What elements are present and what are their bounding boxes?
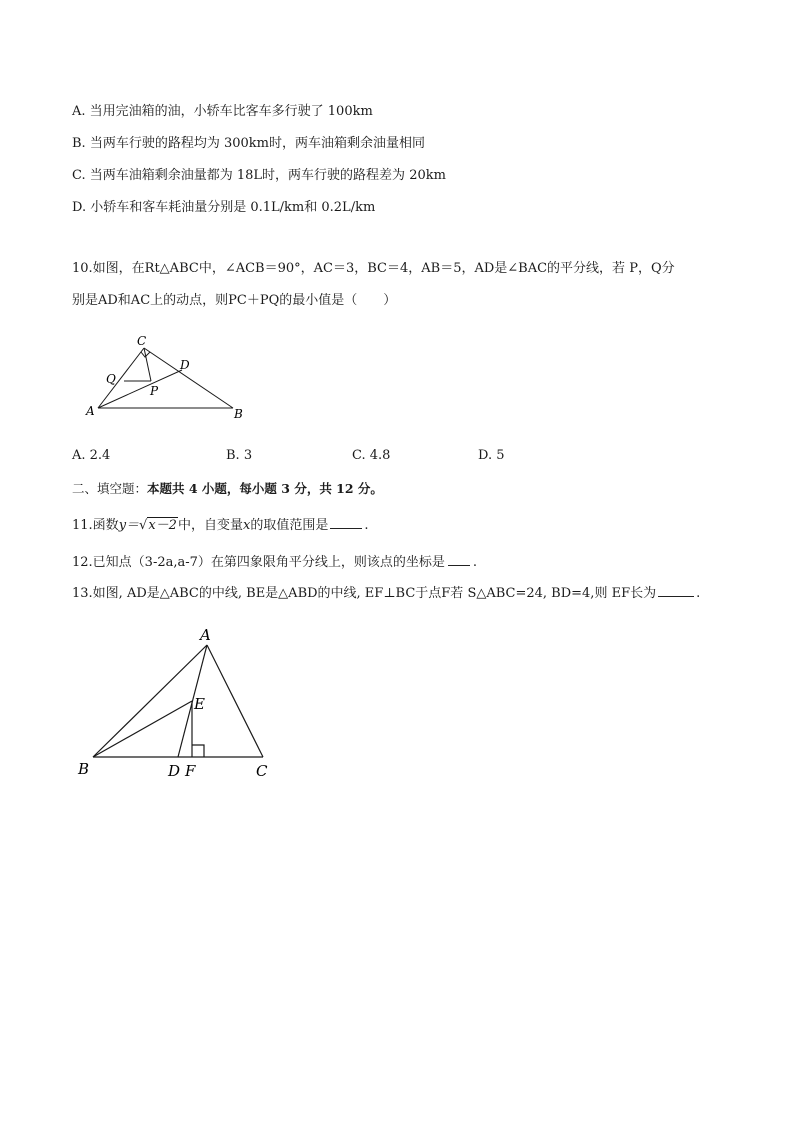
- q13-answer-blank[interactable]: [658, 582, 694, 597]
- section-2-title: 二、填空题：: [72, 481, 148, 496]
- q11-answer-blank[interactable]: [330, 514, 362, 529]
- q11-before: 11.函数: [72, 518, 119, 533]
- q13-label-e: E: [194, 695, 205, 713]
- q13-text: 13.如图, AD是△ABC的中线, BE是△ABD的中线, EF⊥BC于点F若 S△ABC=24, BD=4,则 EF长为: [72, 586, 657, 601]
- section-2-desc: 本题共 4 小题，每小题 3 分，共 12 分。: [147, 481, 383, 496]
- q11-stem: [72, 514, 368, 535]
- q12-stem: [72, 551, 477, 572]
- q12-answer-blank[interactable]: [448, 551, 470, 566]
- q13-label-d: D: [168, 762, 181, 780]
- q10-stem-line1: 10.如图，在Rt△ABC中，∠ACB＝90°，AC＝3，BC＝4，AB＝5，AD是∠BAC的平分线，若 P，Q分: [72, 261, 675, 276]
- q12-end: .: [472, 555, 478, 570]
- q12-text: 12.已知点（3-2a,a-7）在第四象限角平分线上，则该点的坐标是: [72, 555, 445, 570]
- q13-label-b: B: [78, 760, 90, 778]
- q10-label-a: A: [86, 404, 95, 418]
- q10-answer-c: C. 4.8: [352, 448, 391, 463]
- q10-answer-b: B. 3: [226, 448, 253, 463]
- q9-option-c: C. 当两车油箱剩余油量都为 18L时，两车行驶的路程差为 20km: [72, 168, 446, 183]
- q13-end: .: [696, 586, 701, 601]
- q13-segment-be: [93, 701, 192, 757]
- q10-label-d: D: [180, 358, 190, 372]
- q10-answer-d: D. 5: [478, 448, 505, 463]
- q13-label-c: C: [256, 762, 268, 780]
- q11-mid: 中，自变量: [177, 518, 243, 533]
- q10-stem-line2: 别是AD和AC上的动点，则PC＋PQ的最小值是（ ）: [72, 293, 397, 308]
- q13-segment-ab: [93, 645, 207, 757]
- q13-label-a: A: [200, 626, 211, 644]
- q11-var: x: [242, 518, 251, 533]
- q10-label-b: B: [234, 407, 243, 421]
- q13-right-angle-mark: [192, 745, 204, 757]
- q11-expr-lhs: y＝: [118, 518, 140, 533]
- q11-radicand: x－2: [148, 518, 177, 533]
- q11-end: .: [364, 518, 369, 533]
- q10-segment-ac: [98, 348, 144, 408]
- q10-segment-cb: [144, 348, 233, 408]
- q10-label-c: C: [137, 334, 147, 348]
- q10-answer-a: A. 2.4: [72, 448, 111, 463]
- q9-option-b: B. 当两车行驶的路程均为 300km时，两车油箱剩余油量相同: [72, 136, 425, 151]
- q13-segment-ac: [207, 645, 263, 757]
- sqrt-symbol-icon: √: [139, 518, 148, 533]
- q13-label-f: F: [185, 762, 196, 780]
- q10-label-p: P: [150, 384, 159, 398]
- q10-label-q: Q: [106, 372, 116, 386]
- q9-option-d: D. 小轿车和客车耗油量分别是 0.1L/km和 0.2L/km: [72, 200, 376, 215]
- q13-stem: [72, 582, 700, 603]
- q9-option-a: A. 当用完油箱的油，小轿车比客车多行驶了 100km: [72, 104, 373, 119]
- q11-after: 的取值范围是: [250, 518, 329, 533]
- section-2-header: [72, 480, 383, 498]
- q10-segment-cp: [144, 348, 151, 381]
